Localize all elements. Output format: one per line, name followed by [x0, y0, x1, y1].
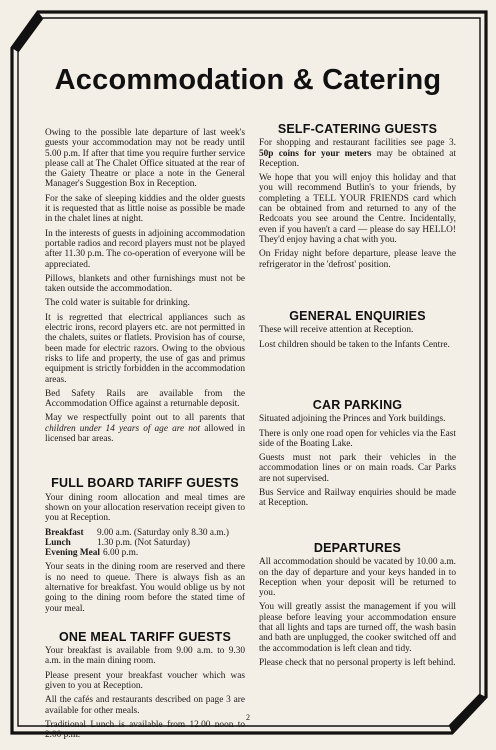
intro-paragraph: The cold water is suitable for drinking.	[45, 298, 190, 309]
intro-paragraph: In the interests of guests in adjoining accommodation portable radios and record players must not be played after 11.30 p.m. The co-operation of everyone will be appreciated.	[45, 228, 245, 270]
one-meal-paragraph: Traditional Lunch is available from 12.00 noon to 2.00 p.m.	[45, 719, 245, 741]
children-note-emphasis: children under 14 years of age are not	[45, 423, 201, 434]
one-meal-heading: ONE MEAL TARIFF GUESTS	[59, 629, 231, 644]
car-parking-paragraph: Guests must not park their vehicles in the accommodation lines or on main roads. Car Parks are not supervised.	[259, 453, 456, 484]
intro-paragraph: For the sake of sleeping kiddies and the older guests it is requested that as little noise as possible be made in the chalet lines at night.	[45, 193, 245, 225]
departures-paragraph: All accommodation should be vacated by 10.00 a.m. on the day of departure and your keys handed in to Reception when your deposit will be returned to you.	[259, 557, 456, 599]
general-enquiries-section	[259, 311, 456, 354]
departures-heading: DEPARTURES	[313, 541, 402, 555]
children-note-tail: allowed in licensed bar areas.	[45, 423, 245, 445]
departures-paragraph: Please check that no personal property is left behind.	[259, 657, 456, 668]
full-board-section	[45, 478, 245, 614]
meal-row	[45, 538, 245, 548]
one-meal-section	[45, 629, 245, 741]
departures-paragraph: You will greatly assist the management if you will please before leaving your accommodation ensure that all lights and taps are turned off, the wash basin and bath are unplugged, the cooker switched off and the accommodation is left clean and tidy.	[259, 602, 456, 654]
meal-row	[45, 528, 245, 538]
self-catering-lead: For shopping and restaurant facilities see page 3.	[259, 138, 456, 149]
self-catering-tail: may be obtained at Reception.	[259, 148, 456, 169]
one-meal-paragraph: Please present your breakfast voucher which was given to you at Reception.	[45, 670, 245, 692]
self-catering-section	[259, 124, 456, 274]
self-catering-paragraph	[259, 138, 456, 169]
meal-label: Evening Meal	[45, 548, 101, 559]
meal-time: 9.00 a.m. (Saturday only 8.30 a.m.)	[97, 527, 229, 538]
intro-paragraph: Owing to the possible late departure of last week's guests your accommodation may not be ready until 5.00 p.m. If after that time you require further service please call at The Chalet Office situated at the rear of the Gaiety Theatre or place a note in the General Manager's Suggestion Box in Reception.	[45, 128, 245, 190]
meal-row	[45, 548, 245, 558]
car-parking-section	[259, 400, 456, 513]
general-enquiries-paragraph: Lost children should be taken to the Infants Centre.	[259, 339, 450, 350]
intro-paragraph: Bed Safety Rails are available from the Accommodation Office against a returnable deposit.	[45, 388, 245, 410]
meal-time: 1.30 p.m. (Not Saturday)	[97, 537, 190, 548]
car-parking-paragraph: Bus Service and Railway enquiries should be made at Reception.	[259, 488, 456, 509]
intro-paragraph: Pillows, blankets and other furnishings must not be taken outside the accommodation.	[45, 273, 245, 295]
general-enquiries-heading: GENERAL ENQUIRIES	[289, 309, 426, 323]
page-number: 2	[246, 713, 250, 722]
meal-time: 6.00 p.m.	[103, 548, 139, 559]
meal-label: Breakfast	[45, 527, 84, 538]
one-meal-paragraph: Your breakfast is available from 9.00 a.m. to 9.30 a.m. in the main dining room.	[45, 646, 245, 667]
car-parking-heading: CAR PARKING	[312, 398, 403, 412]
intro-section	[45, 128, 245, 444]
self-catering-heading: SELF-CATERING GUESTS	[277, 122, 438, 136]
page-title: Accommodation & Catering	[54, 64, 442, 96]
intro-paragraph: It is regretted that electrical appliances such as electric irons, record players etc. are not permitted in the chalets, suites or flatlets. Provision has of course, been made for electric razors. Owing to the obvious risks to life and property, the use of gas and primus equipment is strictly forbidden in the accommodation areas.	[45, 312, 245, 385]
self-catering-paragraph: On Friday night before departure, please leave the refrigerator in the 'defrost' position.	[259, 249, 456, 270]
self-catering-paragraph: We hope that you will enjoy this holiday and that you will recommend Butlin's to your friends, by completing a TELL YOUR FRIENDS card which can be obtained from and returned to any of the Redcoats you see around the Centre. Incidentally, even if you haven't a card — please do say HELLO! They'd enjoy having a chat with you.	[259, 173, 456, 245]
general-enquiries-paragraph: These will receive attention at Reception.	[259, 325, 414, 336]
full-board-seats: Your seats in the dining room are reserved and there is no need to queue. There is always fish as an alternative for breakfast. You would oblige us by not going to the dining room before the stated time of your meal.	[45, 562, 245, 614]
full-board-heading: FULL BOARD TARIFF GUESTS	[51, 476, 239, 491]
children-note-lead: May we respectfully point out to all parents that	[45, 413, 245, 424]
meal-label: Lunch	[45, 537, 71, 548]
children-note	[45, 413, 245, 444]
meal-times	[45, 528, 245, 559]
car-parking-paragraph: There is only one road open for vehicles via the East side of the Boating Lake.	[259, 428, 456, 449]
full-board-intro: Your dining room allocation and meal times are shown on your allocation reservation receipt given to you at Reception.	[45, 492, 245, 524]
left-column	[45, 128, 245, 745]
meter-coins-note: 50p coins for your meters	[259, 148, 372, 159]
departures-section	[259, 543, 456, 672]
one-meal-paragraph: All the cafés and restaurants described on page 3 are available for other meals.	[45, 695, 245, 716]
car-parking-paragraph: Situated adjoining the Princes and York buildings.	[259, 414, 446, 425]
